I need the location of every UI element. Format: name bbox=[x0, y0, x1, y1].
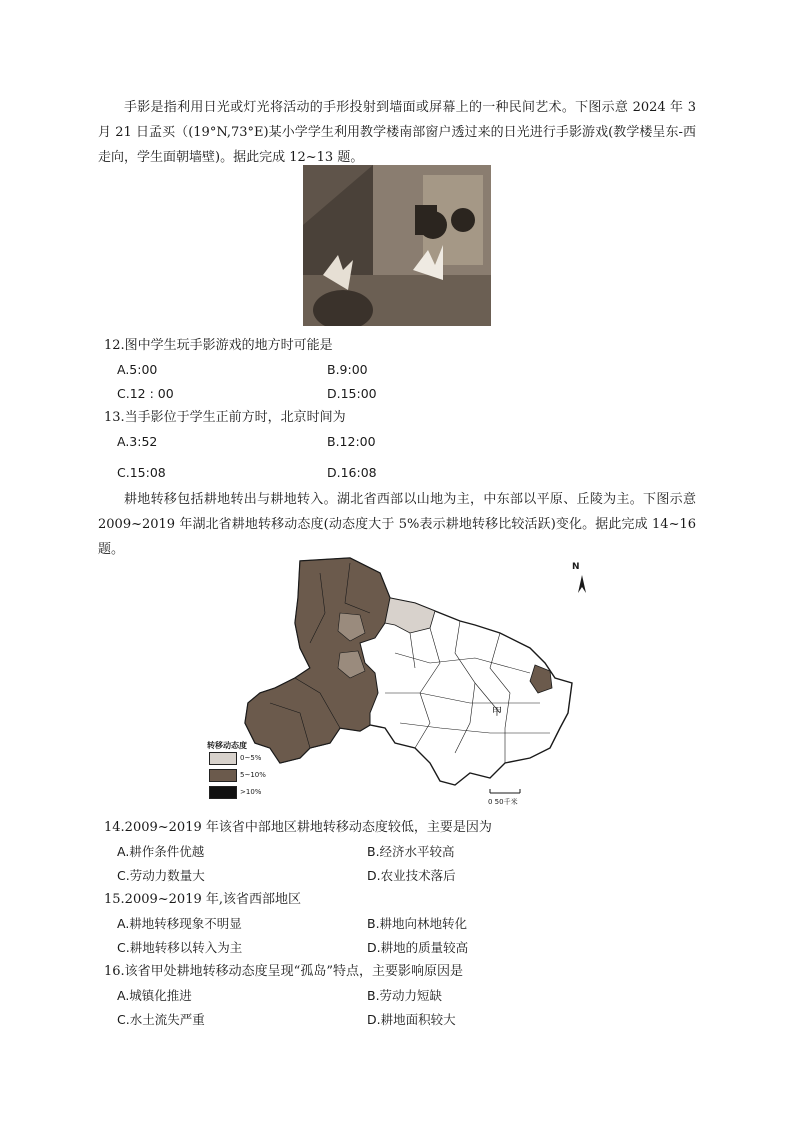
q15-option-c[interactable]: C.耕地转移以转入为主 bbox=[117, 940, 243, 955]
north-label: N bbox=[572, 562, 580, 572]
q13-option-d[interactable]: D.16:08 bbox=[327, 465, 377, 480]
q16-option-c[interactable]: C.水土流失严重 bbox=[117, 1012, 205, 1027]
legend-swatch-5-10 bbox=[209, 769, 237, 782]
legend-swatch-0-5 bbox=[209, 752, 237, 765]
q16-option-a[interactable]: A.城镇化推进 bbox=[117, 988, 192, 1003]
q13-option-b[interactable]: B.12:00 bbox=[327, 434, 376, 449]
q16-option-b[interactable]: B.劳动力短缺 bbox=[367, 988, 443, 1003]
q14-option-a[interactable]: A.耕作条件优越 bbox=[117, 844, 205, 859]
intro-paragraph-2: 耕地转移包括耕地转出与耕地转入。湖北省西部以山地为主，中东部以平原、丘陵为主。下图示意 2009~2019 年湖北省耕地转移动态度(动态度大于 5%表示耕地转移比较活跃)变化。据此完成 14~16 题。 bbox=[98, 492, 696, 557]
q13-option-c[interactable]: C.15:08 bbox=[117, 465, 166, 480]
north-arrow-icon bbox=[578, 575, 586, 593]
q14-option-c[interactable]: C.劳动力数量大 bbox=[117, 868, 205, 883]
intro-paragraph-1: 手影是指利用日光或灯光将活动的手形投射到墙面或屏幕上的一种民间艺术。下图示意 2024 年 3 月 21 日孟买（(19°N,73°E)某小学学生利用教学楼南部窗户透过来的日光进行手影游戏(教学楼呈东-西走向，学生面朝墙壁)。据此完成 12~13 题。 bbox=[98, 100, 696, 165]
q12-option-b[interactable]: B.9:00 bbox=[327, 362, 368, 377]
legend-label-over-10: >10% bbox=[240, 788, 262, 796]
legend-title: 转移动态度 bbox=[207, 741, 247, 750]
q15-option-a[interactable]: A.耕地转移现象不明显 bbox=[117, 916, 242, 931]
q13-option-a[interactable]: A.3:52 bbox=[117, 434, 158, 449]
q14-option-b[interactable]: B.经济水平较高 bbox=[367, 844, 455, 859]
legend-swatch-over-10 bbox=[209, 786, 237, 799]
scale-label: 0 50千米 bbox=[488, 798, 518, 806]
q15-option-d[interactable]: D.耕地的质量较高 bbox=[367, 940, 469, 955]
q15-option-b[interactable]: B.耕地向林地转化 bbox=[367, 916, 468, 931]
question-12-stem: 12.图中学生玩手影游戏的地方时可能是 bbox=[104, 338, 333, 353]
q12-option-d[interactable]: D.15:00 bbox=[327, 386, 377, 401]
legend-label-5-10: 5~10% bbox=[240, 771, 266, 779]
q16-option-d[interactable]: D.耕地面积较大 bbox=[367, 1012, 456, 1027]
photo-drawing bbox=[303, 165, 491, 326]
place-jia-label: 甲 bbox=[492, 707, 502, 718]
legend-label-0-5: 0~5% bbox=[240, 754, 262, 762]
q12-option-c[interactable]: C.12 : 00 bbox=[117, 386, 174, 401]
question-13-stem: 13.当手影位于学生正前方时，北京时间为 bbox=[104, 410, 346, 425]
question-14-stem: 14.2009~2019 年该省中部地区耕地转移动态度较低，主要是因为 bbox=[104, 820, 492, 835]
hand-shadow-photo bbox=[303, 165, 491, 326]
question-16-stem: 16.该省甲处耕地转移动态度呈现“孤岛”特点，主要影响原因是 bbox=[104, 964, 463, 979]
question-15-stem: 15.2009~2019 年,该省西部地区 bbox=[104, 892, 301, 907]
q14-option-d[interactable]: D.农业技术落后 bbox=[367, 868, 456, 883]
q12-option-a[interactable]: A.5:00 bbox=[117, 362, 158, 377]
